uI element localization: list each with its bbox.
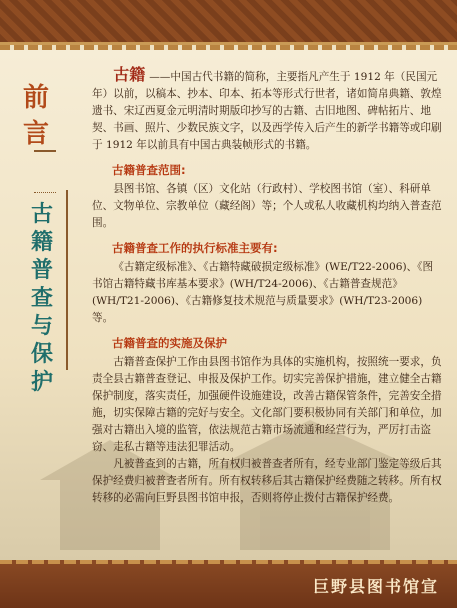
vertical-section-title: 古 籍 普 查 与 保 护 [30, 201, 53, 395]
intro-term: 古籍 [113, 65, 146, 84]
section-heading-implementation: 古籍普查的实施及保护 [112, 336, 227, 350]
section-paragraph: 古籍普查保护工作由县图书馆作为具体的实施机构，按照统一要求，负责全县古籍普查登记、申报及保护工作。切实完善保护措施，建立健全古籍保护制度，落实责任，加强硬件设施建设，改善古籍保管条件，完善安全措施，切实保障古籍的完好与安全。文化部门要积极协同有关部门和单位，加强对古籍出入境的监管，依法规范古籍市场流通和经营行为，严厉打击盗窃、走私古籍等违法犯罪活动。 [92, 356, 442, 453]
section-paragraph: 县图书馆、各镇（区）文化站（行政村）、学校图书馆（室）、科研单位、文物单位、宗教单位（藏经阁）等；个人或私人收藏机构均纳入普查范围。 [92, 183, 442, 229]
intro-text: ——中国古代书籍的简称，主要指凡产生于 1912 年（民国元年）以前，以稿本、抄本、印本、拓本等形式行世者，诸如简帛典籍、敦煌遗书、宋辽西夏金元明清时期版印抄写的古籍、古旧地图、碑帖拓片、地契、书画、照片、少数民族文字，以及西学传入后产生的新学书籍等或印刷于 1912 年以前具有中国古典装帧形式的书籍。 [92, 71, 442, 151]
section-heading-scope: 古籍普查范围: [112, 163, 186, 177]
decorative-divider [34, 150, 56, 193]
preface-heading: 前 言 [22, 83, 49, 149]
section-paragraph: 《古籍定级标准》、《古籍特藏破损定级标准》(WE/T22-2006)、《图书馆古籍特藏书库基本要求》(WH/T24-2006)、《古籍普查规范》(WH/T21-2006)、《古籍修复技术规范与质量要求》(WH/T23-2006)等。 [92, 261, 434, 324]
intro-paragraph [92, 66, 442, 154]
vertical-rule [66, 190, 68, 370]
main-content [92, 66, 442, 507]
section-heading-standards: 古籍普查工作的执行标准主要有: [112, 241, 278, 255]
footer-org-name: 巨野县图书馆宣 [312, 577, 439, 596]
section-paragraph: 凡被普查到的古籍，所有权归被普查者所有，经专业部门鉴定等级后其保护经费归被普查者所有。所有权转移后其古籍保护经费随之转移。所有权转移的必需向巨野县图书馆申报，否则将停止拨付古籍保护经费。 [92, 458, 442, 504]
top-decorative-band [0, 0, 457, 45]
bottom-decorative-band [0, 560, 457, 608]
